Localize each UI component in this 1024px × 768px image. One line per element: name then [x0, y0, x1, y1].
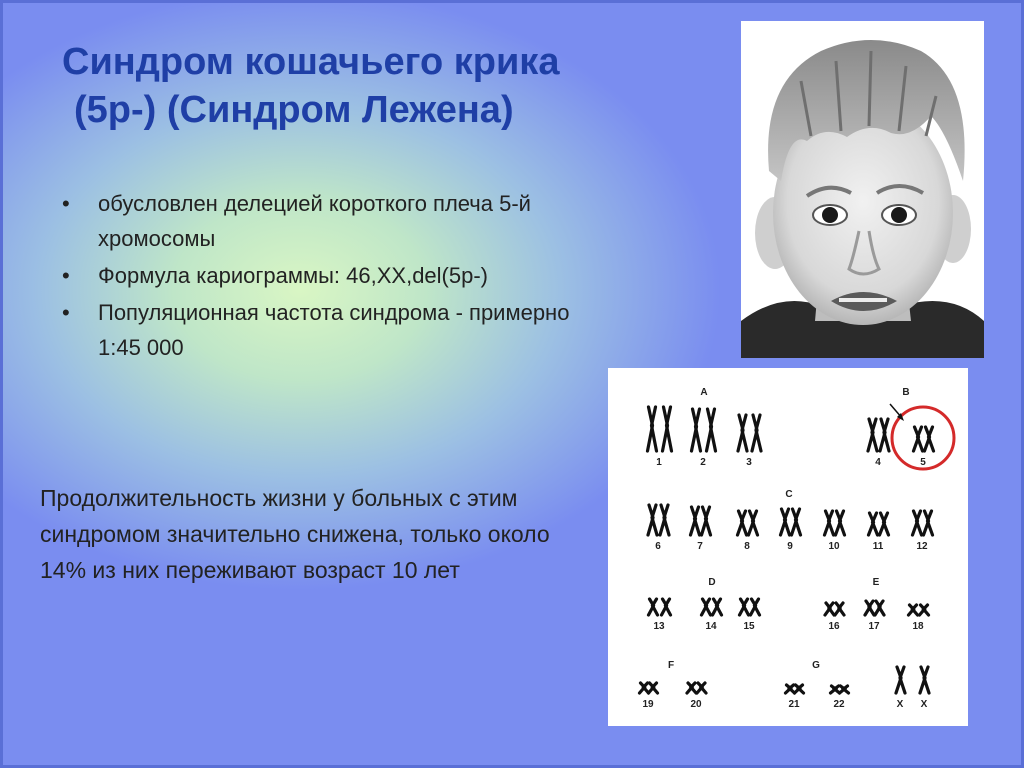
chromosome-shape	[909, 605, 918, 615]
chromosome-shape	[869, 513, 878, 535]
chromosome-shape	[920, 667, 929, 693]
karyotype-chromosome-label: 7	[697, 541, 703, 552]
karyotype-group-label: D	[708, 577, 716, 588]
karyotype-chromosome-label: 1	[656, 457, 662, 468]
bullet-dot: •	[62, 263, 70, 288]
chromosome-shape	[692, 409, 701, 451]
bullet-dot: •	[62, 191, 70, 216]
chromosome-shape	[740, 599, 749, 615]
bullet-item	[62, 186, 602, 256]
bullet-text: обусловлен делецией короткого плеча 5-й хромосомы	[98, 191, 531, 251]
chromosome-shape	[786, 685, 795, 693]
karyotype-chromosome-label: 8	[744, 541, 750, 552]
karyotype-chromosome-label: X	[896, 699, 904, 710]
chromosome-shape	[687, 683, 696, 693]
chromosome-shape	[749, 511, 758, 535]
chromosome-shape	[792, 509, 801, 535]
karyotype-chromosome-label: X	[920, 699, 928, 710]
chromosome-shape	[924, 511, 933, 535]
chromosome-shape	[640, 683, 649, 693]
bullet-text: Популяционная частота синдрома - примерно 1:45 000	[98, 300, 570, 360]
karyotype-chromosome-label: 2	[700, 457, 706, 468]
karyotype-group-label: A	[700, 387, 708, 398]
chromosome-shape	[781, 509, 790, 535]
chromosome-shape	[752, 415, 761, 451]
karyotype-chromosome-label: 19	[642, 699, 654, 710]
chromosome-shape	[825, 511, 834, 535]
title-line-1: Синдром кошачьего крика	[62, 41, 560, 83]
chromosome-shape	[880, 513, 889, 535]
karyotype-chromosome-label: 22	[833, 699, 845, 710]
chromosome-shape	[662, 599, 671, 615]
life-expectancy-paragraph: Продолжительность жизни у больных с этим синдромом значительно снижена, только около 14% из них переживают возраст 10 лет	[40, 485, 550, 583]
chromosome-shape	[738, 511, 747, 535]
chromosome-shape	[738, 415, 747, 451]
chromosome-shape	[875, 601, 884, 615]
chromosome-shape	[751, 599, 760, 615]
karyotype-chromosome-label: 18	[912, 621, 924, 632]
karyotype-chromosome-label: 5	[920, 457, 926, 468]
bullet-item	[62, 258, 602, 293]
chromosome-shape	[865, 601, 874, 615]
chromosome-shape	[663, 407, 672, 451]
chromosome-shape	[648, 407, 657, 451]
karyotype-chromosome-label: 11	[872, 541, 884, 552]
karyotype-chromosome-label: 10	[828, 541, 840, 552]
karyotype-group-label: E	[872, 577, 880, 588]
chromosome-shape	[913, 511, 922, 535]
karyotype-group-label: C	[785, 489, 793, 500]
karyotype-group-label: B	[902, 387, 910, 398]
chromosome-shape	[649, 599, 658, 615]
chromosome-shape	[835, 603, 844, 615]
chromosome-shape	[880, 419, 889, 451]
chromosome-shape	[896, 667, 905, 693]
chromosome-shape	[702, 507, 711, 535]
chromosome-shape	[707, 409, 716, 451]
karyotype-chromosome-label: 20	[690, 699, 702, 710]
chromosome-shape	[691, 507, 700, 535]
chromosome-shape	[660, 505, 669, 535]
karyotype-chromosome-label: 12	[916, 541, 928, 552]
karyotype-group-label: G	[812, 660, 820, 671]
chromosome-shape	[697, 683, 706, 693]
chromosome-shape	[836, 511, 845, 535]
karyotype-chromosome-label: 4	[875, 457, 881, 468]
chromosome-shape	[713, 599, 722, 615]
chromosome-shape	[648, 505, 657, 535]
karyotype-chromosome-label: 3	[746, 457, 752, 468]
karyotype-chromosome-label: 13	[653, 621, 665, 632]
karyotype-panel	[608, 368, 968, 726]
bullet-item	[62, 295, 602, 365]
chromosome-shape	[914, 427, 923, 451]
karyotype-group-label: F	[667, 660, 675, 671]
karyotype-chromosome-label: 14	[705, 621, 717, 632]
karyotype-chromosome-label: 21	[788, 699, 800, 710]
chromosome-shape	[702, 599, 711, 615]
karyotype-chromosome-label: 17	[868, 621, 880, 632]
slide-title	[62, 38, 559, 134]
karyotype-diagram	[608, 368, 968, 726]
pointer-arrow	[890, 404, 904, 421]
child-portrait-photo	[741, 21, 984, 358]
child-portrait-illustration	[741, 21, 984, 358]
bullet-text: Формула кариограммы: 46,XX,del(5p-)	[98, 263, 489, 288]
chromosome-shape	[920, 605, 929, 615]
bullet-list	[62, 186, 602, 367]
karyotype-chromosome-label: 6	[655, 541, 661, 552]
chromosome-shape	[840, 686, 849, 693]
chromosome-shape	[868, 419, 877, 451]
title-line-2: (5p-) (Синдром Лежена)	[74, 89, 514, 131]
chromosome-shape	[925, 427, 934, 451]
chromosome-shape	[649, 683, 658, 693]
karyotype-chromosome-label: 16	[828, 621, 840, 632]
bullet-dot: •	[62, 300, 70, 325]
chromosome-shape	[831, 686, 840, 693]
karyotype-chromosome-label: 15	[743, 621, 755, 632]
karyotype-chromosome-label: 9	[787, 541, 793, 552]
chromosome-shape	[825, 603, 834, 615]
chromosome-shape	[795, 685, 804, 693]
